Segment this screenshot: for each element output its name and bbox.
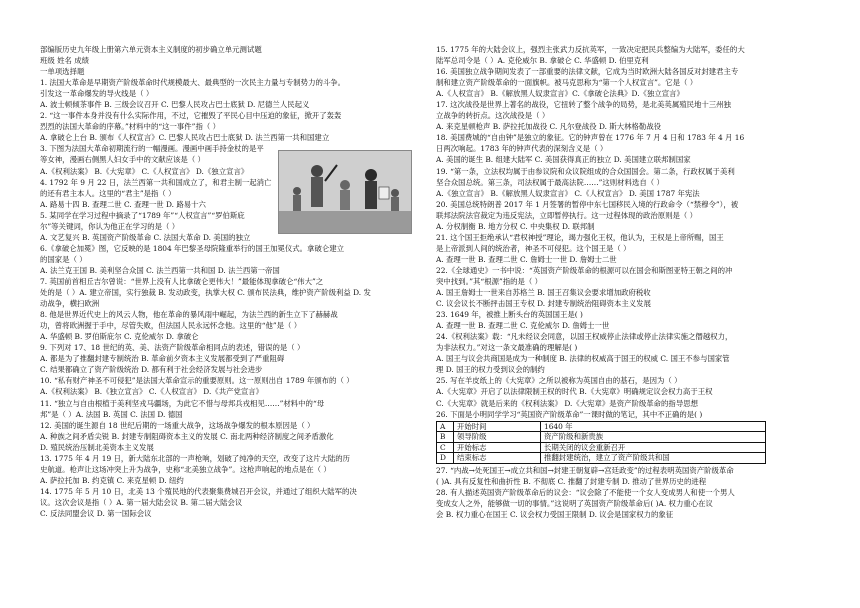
- text-line: 8. 他是世界近代史上的风云人物，他在革命的暴风雨中崛起，为法兰西的新生立下了赫赫战: [40, 310, 338, 320]
- table-cell: 推翻封建统治，建立了资产阶级共和国: [541, 453, 766, 464]
- table-cell: 结束标志: [454, 453, 541, 464]
- text-line: A. 萨拉托加 B. 约克镇 C. 来克星顿 D. 纽约: [40, 475, 184, 485]
- text-line: 会 B. 权力重心在国王 C. 议会权力受国王限制 D. 议会是国家权力的象征: [436, 510, 674, 520]
- revolution-cartoon-image: [278, 150, 412, 234]
- text-line: 9. 下列对 17、18 世纪的英、美、法资产阶级革命相同点的表述，错误的是（ ）: [40, 343, 305, 353]
- text-line: A.《权利法案》 B.《独立宣言》 C.《人权宣言》 D.《共产党宣言》: [40, 387, 264, 397]
- text-line: A. 路易十四 B. 查理二世 C. 查理一世 D. 路易十六: [40, 199, 206, 209]
- text-line: 尔”等关键词，你认为他正在学习的是（ ）: [40, 221, 180, 231]
- text-line: 24.《权利法案》载：“凡未经议会同意，以国王权威停止法律或停止法律实施之僭越权力，: [436, 332, 733, 342]
- text-line: 12. 美国的诞生源自 18 世纪后期的一场重大战争，这场战争爆发的根本原因是（ ）: [40, 420, 315, 430]
- text-line: A. 国王詹姆士一世来自苏格兰 B. 国王召集议会要求增加政府税收: [436, 288, 651, 298]
- text-line: 4. 1792 年 9 月 22 日，法兰西第一共和国成立了，和君主制一起消亡: [40, 177, 272, 187]
- text-line: 19. “第一条，立法权均属于由参议院和众议院组成的合众国国会。第二条，行政权属于美利: [436, 166, 735, 176]
- table-cell: 长期关闭的议会重新召开: [541, 442, 766, 453]
- text-line: ( )A. 具有反复性和曲折性 B. 不彻底 C. 推翻了封建专制 D. 推动了世界历史的进程: [436, 477, 707, 487]
- text-line: 部编版历史九年级上册第六单元资本主义制度的初步确立单元测试题: [40, 45, 262, 54]
- text-line: 25. 写在羊皮纸上的《大宪章》之所以被称为英国自由的基石，是因为（ ）: [436, 376, 682, 386]
- text-line: 6.《拿破仑加冕》图，它反映的是 1804 年巴黎圣母院隆重举行的国王加冕仪式。拿破仑建立: [40, 243, 345, 253]
- text-line: A. 法兰克王国 B. 美利坚合众国 C. 法兰西第一共和国 D. 法兰西第一帝国: [40, 265, 280, 275]
- table-cell: 开始时间: [454, 421, 541, 432]
- text-line: 27. “内战→处死国王→成立共和国→封建王朝复辟→宫廷政变”的过程表明英国资产阶级革命: [436, 465, 734, 475]
- text-line: 2. “这一事件本身并没有什么实际作用，不过，它摧毁了平民心目中压迫的象征，掀开了轰轰: [40, 111, 342, 121]
- text-line: A. 华盛顿 B. 罗伯斯庇尔 C. 克伦威尔 D. 拿破仑: [40, 332, 199, 342]
- text-line: 10. “私有财产神圣不可侵犯”是法国大革命宣示的重要原则。这一原则出自 1789 年颁布的（ ）: [40, 376, 354, 386]
- text-line: 14. 1775 年 5 月 10 日，北美 13 个殖民地的代表聚集费城召开会议，并通过了组织大陆军的决: [40, 486, 357, 496]
- table-cell: A: [437, 421, 454, 432]
- table-cell: C: [437, 442, 454, 453]
- table-cell: 开始标志: [454, 442, 541, 453]
- table-row: [437, 453, 766, 464]
- text-line: A.《独立宣言》 B.《解放黑人奴隶宣言》 C.《人权宣言》 D. 美国 1787 年宪法: [436, 188, 700, 198]
- text-line: A. 种族之间矛盾尖锐 B. 封建专制阻碍资本主义的发展 C. 南北两种经济制度之间矛盾激化: [40, 431, 334, 441]
- text-line: 议。这次会议是指（ ）A. 第一届大陆会议 B. 第二届大陆会议: [40, 497, 243, 507]
- text-line: 17. 这次战役是世界上著名的战役，它扭转了整个战争的局势，是北美英属殖民地十三州独: [436, 100, 731, 110]
- text-line: 班级 姓名 成绩: [40, 56, 90, 66]
- text-line: 动战争，横扫欧洲: [40, 299, 100, 309]
- table-row: [437, 432, 766, 443]
- text-line: A. 都是为了推翻封建专制统治 B. 革命前夕资本主义发展都受到了严重阻碍: [40, 354, 285, 364]
- text-line: A. 来克星顿枪声 B. 萨拉托加战役 C. 凡尔登战役 D. 斯大林格勒战役: [436, 122, 662, 132]
- text-line: A. 美国的诞生 B. 组建大陆军 C. 美国获得真正的独立 D. 美国建立联邦制国家: [436, 155, 691, 165]
- text-line: 邦”是（ ）A. 法国 B. 英国 C. 法国 D. 德国: [40, 409, 183, 419]
- text-line: 16. 美国独立战争期间发表了一部重要的法律文献，它成为当时欧洲大陆各国反对封建君主专: [436, 67, 739, 77]
- text-line: 的国家是（ ）: [40, 254, 87, 264]
- text-line: 等女神，漫画右侧黑人妇女手中的文献应该是（ ）: [40, 155, 205, 165]
- text-line: A.《权利法案》 B.《大宪章》 C.《人权宣言》 D.《独立宣言》: [40, 166, 249, 176]
- text-line: C. 议会议长不断抨击国王专权 D. 封建专制统治阻碍资本主义发展: [436, 299, 651, 309]
- table-row: [437, 421, 766, 432]
- text-line: 为非法权力。”对这一条文最准确的理解是( ): [436, 343, 578, 353]
- table-row: [437, 442, 766, 453]
- text-line: A. 波士顿倾茶事件 B. 三级会议召开 C. 巴黎人民攻占巴士底狱 D. 尼德兰人民起义: [40, 100, 310, 110]
- text-line: 功，曾将欧洲握于手中，尽管失败，但法国人民永远怀念他。这里的“他”是（ ）: [40, 321, 302, 331]
- text-line: A. 文艺复兴 B. 英国资产阶级革命 C. 法国大革命 D. 美国的独立: [40, 232, 251, 242]
- text-line: 理 D. 国王的权力受到议会的制约: [436, 365, 545, 375]
- text-line: 21. 这个国王拒绝承认“君权神授”理论，竭力强化王权，他认为，王权是上帝所赐，国王: [436, 232, 724, 242]
- text-line: 28. 有人描述英国资产阶级革命后的议会：“议会除了不能使一个女人变成男人和使一个男人: [436, 488, 735, 498]
- text-line: 18. 美国费城的“自由钟”是独立的象征。它的钟声曾在 1776 年 7 月 4 日和 1783 年 4 月 16: [436, 133, 745, 143]
- text-line: A. 查理一世 B. 查理二世 C. 詹姆士一世 D. 詹姆士二世: [436, 254, 617, 264]
- text-line: 突中找到。”其“根源”指的是（ ）: [436, 276, 543, 286]
- text-line: A. 查理一世 B. 查理二世 C. 克伦威尔 D. 詹姆士一世: [436, 321, 610, 331]
- text-line: A. 国王与议会共商国是成为一种制度 B. 法律的权威高于国王的权威 C. 国王不参与国家管: [436, 354, 730, 364]
- text-line: 23. 1649 年，被推上断头台的英国国王是( ): [436, 310, 583, 320]
- text-line: 处的是（ ）A. 建立帝国，实行独裁 B. 发动政变，执掌大权 C. 颁布民法典，维护资产阶级利益 D. 发: [40, 288, 371, 298]
- text-line: 立战争的转折点。这次战役是（ ）: [436, 111, 550, 121]
- text-line: C.《大宪章》就是后来的《权利法案》 D.《大宪章》是资产阶级革命的指导思想: [436, 398, 698, 408]
- text-line: 烈烈的法国大革命的序幕。”材料中的“这一事件”指（ ）: [40, 122, 220, 132]
- text-line: 11. “独立与自由根植于美利坚戎马疆场，为此它不惜与母邦兵戎相见……”材料中的“母: [40, 398, 325, 408]
- text-line: 22.《全球通史》一书中说：“英国资产阶级革命的根源可以在国会和斯图亚特王朝之间的冲: [436, 265, 733, 275]
- text-line: 20. 美国总统特朗普 2017 年 1 月签署的暂停中东七国移民入境的行政命令（“禁穆令”），被: [436, 199, 739, 209]
- text-line: A. 拿破仑上台 B. 颁布《人权宣言》C. 巴黎人民攻占巴士底狱 D. 法兰西第一共和国建立: [40, 133, 330, 143]
- text-line: 的还有君主本人。这里的“君主”是指（ ）: [40, 188, 176, 198]
- text-line: 一单项选择题: [40, 67, 85, 77]
- table-cell: 资产阶级和新贵族: [541, 432, 766, 443]
- notes-table: [436, 421, 766, 464]
- table-cell: 1640 年: [541, 421, 766, 432]
- text-line: 变成女人之外，能够做一切的事情。”这说明了英国资产阶级革命后( )A. 权力重心在议: [436, 499, 713, 509]
- text-line: 是上帝派到人间的统治者，神圣不可侵犯。这个国王是（ ）: [436, 243, 631, 253]
- text-line: 制和建立资产阶级革命的一面旗帜。被马克思称为“第一个人权宣言”。它是（ ）: [436, 78, 698, 88]
- text-line: 1. 法国大革命是早期资产阶级革命时代规模最大、最典型的一次民主力量与专制势力的斗争。: [40, 78, 346, 88]
- text-line: 3. 下图为法国大革命初期流行的一幅漫画。漫画中画手持金杖的是平: [40, 144, 264, 154]
- text-line: 联邦法院法官裁定为违反宪法，立即暂停执行。这一过程体现的政治原则是（ ）: [436, 210, 698, 220]
- text-line: 引发这一革命爆发的导火线是（ ）: [40, 89, 154, 99]
- text-line: D. 殖民统治压制北美资本主义发展: [40, 442, 154, 452]
- left-column: [40, 44, 428, 519]
- text-line: 坚合众国总统。第三条，司法权属于最高法院……”这则材料选自（ ）: [436, 177, 664, 187]
- table-cell: B: [437, 432, 454, 443]
- text-line: 陆军总司令是（ ）A. 克伦威尔 B. 拿破仑 C. 华盛顿 D. 伯里克利: [436, 56, 649, 66]
- text-line: 15. 1775 年的大陆会议上，强烈主张武力反抗英军，一致决定把民兵整编为大陆军，委任的大: [436, 45, 745, 54]
- text-line: C. 反法同盟会议 D. 第一国际会议: [40, 508, 152, 518]
- text-line: C. 结果都确立了资产阶级统治 D. 都有利于社会经济发展与社会进步: [40, 365, 263, 375]
- text-line: 史航道。枪声让这场冲突上升为战争，史称“北美独立战争”。这枪声响起的地点是在（ ）: [40, 464, 331, 474]
- right-column: [436, 44, 828, 520]
- table-cell: 领导阶级: [454, 432, 541, 443]
- text-line: 7. 英国前首相丘吉尔曾说：“世界上没有人比拿破仑更伟大！”最能体现拿破仑“伟大”之: [40, 276, 324, 286]
- table-cell: D: [437, 453, 454, 464]
- text-line: A.《人权宣言》 B.《解放黑人奴隶宣言》C.《拿破仑法典》D.《独立宣言》: [436, 89, 684, 99]
- text-line: 日两次响起。1783 年的钟声代表的深刻含义是（ ）: [436, 144, 608, 154]
- text-line: 5. 某同学在学习过程中摘录了“1789 年”“人权宣言”“罗伯斯庇: [40, 210, 245, 220]
- text-line: A.《大宪章》开启了以法律限制王权的时代 B.《大宪章》明确规定议会权力高于王权: [436, 387, 713, 397]
- text-line: 13. 1775 年 4 月 19 日，新大陆东北部的一声枪响，划破了纯净的天空，改变了这片大陆的历: [40, 453, 351, 463]
- text-line: A. 分权制衡 B. 地方分权 C. 中央集权 D. 联邦制: [436, 221, 595, 231]
- text-line: 26. 下面是小明同学学习“英国资产阶级革命”一课时做的笔记，其中不正确的是( ): [436, 409, 703, 419]
